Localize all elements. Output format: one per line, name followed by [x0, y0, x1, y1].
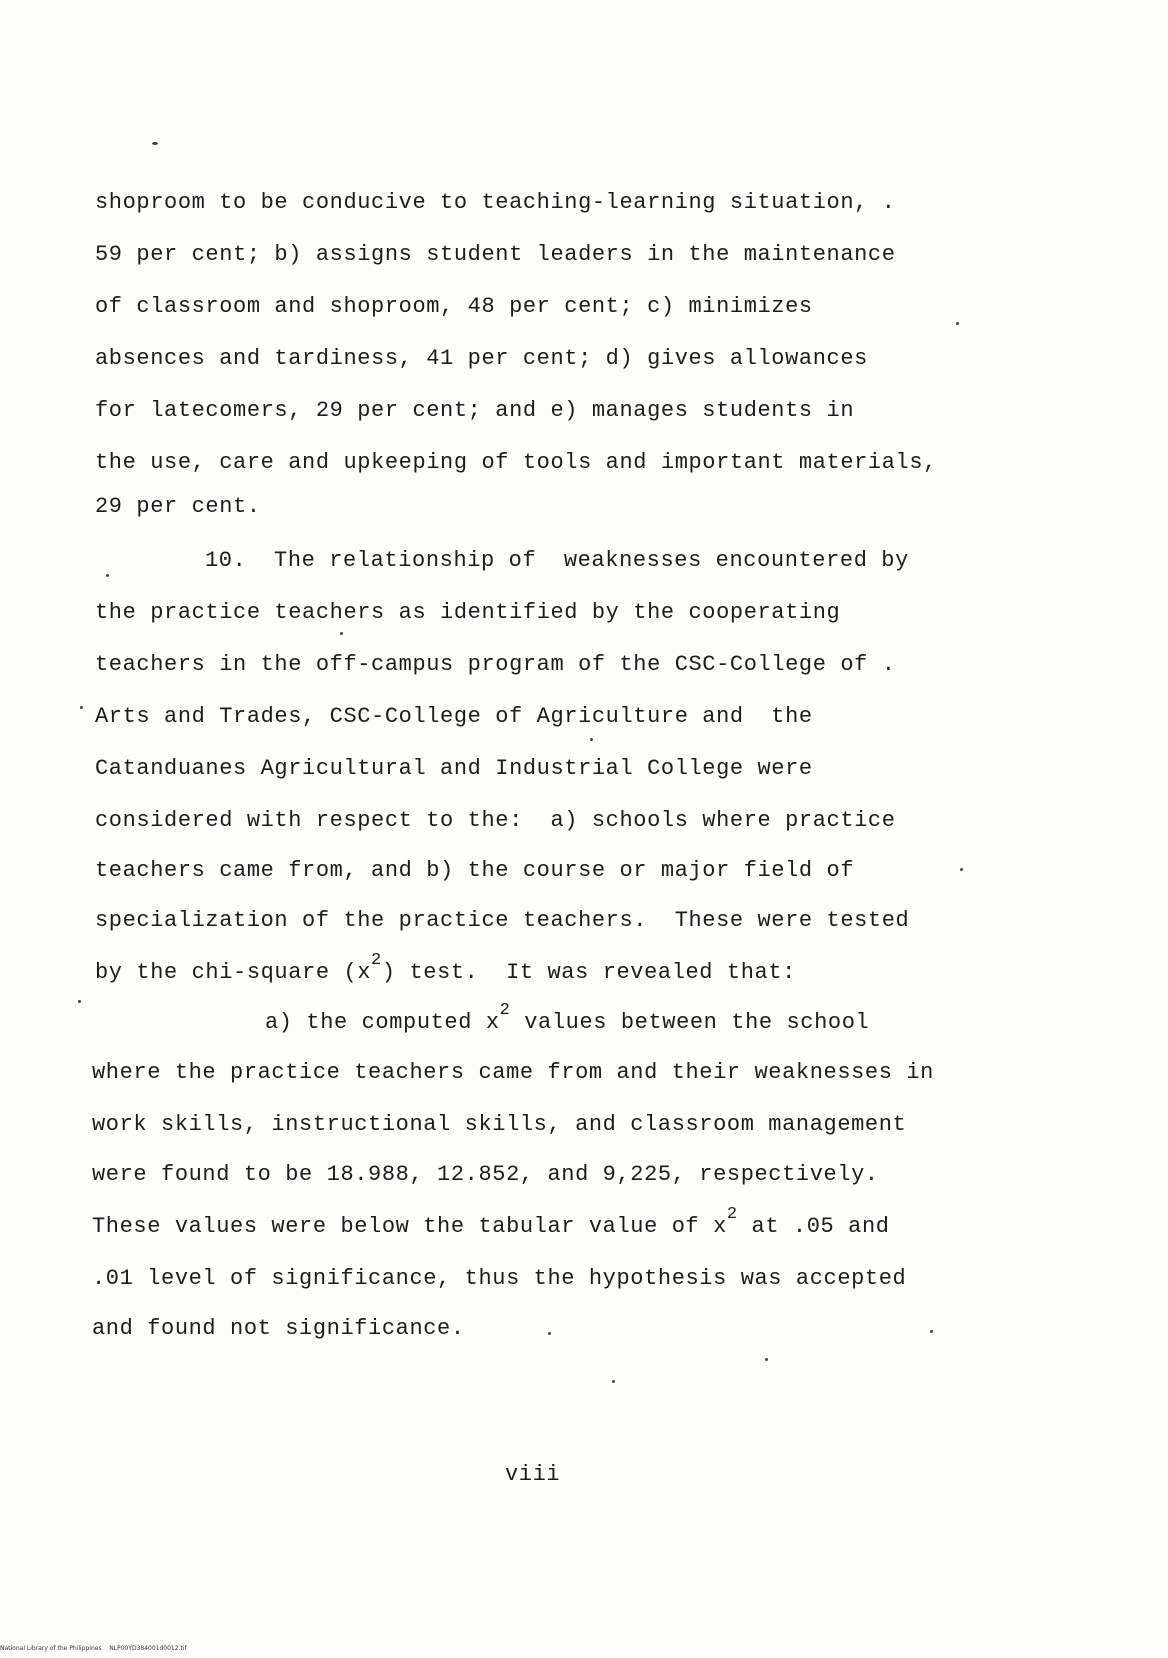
text-line: considered with respect to the: a) schools where practice	[95, 808, 896, 833]
chi-square-line	[95, 951, 796, 988]
text-segment: by the chi-square (x	[95, 960, 372, 985]
text-line: 10. The relationship of weaknesses encountered by	[205, 548, 909, 573]
text-line: the use, care and upkeeping of tools and important materials,	[95, 450, 937, 475]
scan-speck	[612, 1380, 615, 1383]
text-line: of classroom and shoproom, 48 per cent; c) minimizes	[95, 294, 813, 319]
text-line: teachers came from, and b) the course or major field of	[95, 858, 855, 883]
scan-speck	[78, 1000, 81, 1003]
text-line: work skills, instructional skills, and classroom management	[92, 1112, 907, 1137]
text-segment: at .05 and	[737, 1214, 890, 1239]
scan-speck	[80, 706, 83, 709]
text-segment: These values were below the tabular value of x	[92, 1214, 727, 1239]
scan-speck	[152, 142, 158, 145]
superscript: 2	[371, 951, 382, 970]
text-segment: ) test. It was revealed that:	[381, 960, 796, 985]
item-a-line	[265, 1001, 870, 1038]
text-line: Arts and Trades, CSC-College of Agriculture and the	[95, 704, 813, 729]
text-line: 29 per cent.	[95, 494, 261, 519]
scan-speck	[548, 1332, 551, 1335]
text-line: the practice teachers as identified by the cooperating	[95, 600, 841, 625]
superscript: 2	[499, 1001, 511, 1020]
text-line: for latecomers, 29 per cent; and e) manages students in	[95, 398, 855, 423]
page-number: viii	[505, 1462, 561, 1487]
text-line: teachers in the off-campus program of the CSC-College of .	[95, 652, 896, 677]
scan-speck	[765, 1358, 768, 1361]
scan-speck	[960, 868, 963, 871]
text-line: were found to be 18.988, 12.852, and 9,225, respectively.	[92, 1162, 879, 1187]
scan-speck	[590, 738, 593, 741]
text-line: specialization of the practice teachers. These were tested	[95, 908, 910, 933]
scan-speck	[106, 574, 109, 577]
text-line: and found not significance.	[92, 1316, 465, 1341]
text-line: where the practice teachers came from and their weaknesses in	[92, 1060, 934, 1085]
text-segment: values between the school	[510, 1010, 870, 1035]
text-line: Catanduanes Agricultural and Industrial College were	[95, 756, 813, 781]
scan-speck	[956, 322, 959, 325]
text-segment: a) the computed x	[265, 1010, 500, 1035]
text-line: shoproom to be conducive to teaching-learning situation, .	[95, 190, 896, 215]
scan-speck	[930, 1330, 933, 1333]
scan-speck	[340, 632, 343, 635]
text-line: .01 level of significance, thus the hypothesis was accepted	[92, 1266, 907, 1291]
superscript: 2	[726, 1205, 738, 1224]
tabular-value-line	[92, 1205, 890, 1242]
scan-footer: National Library of the Philippines NLP00YD384001d0012.tif	[0, 1645, 187, 1652]
text-line: 59 per cent; b) assigns student leaders in the maintenance	[95, 242, 896, 267]
text-line: absences and tardiness, 41 per cent; d) gives allowances	[95, 346, 868, 371]
